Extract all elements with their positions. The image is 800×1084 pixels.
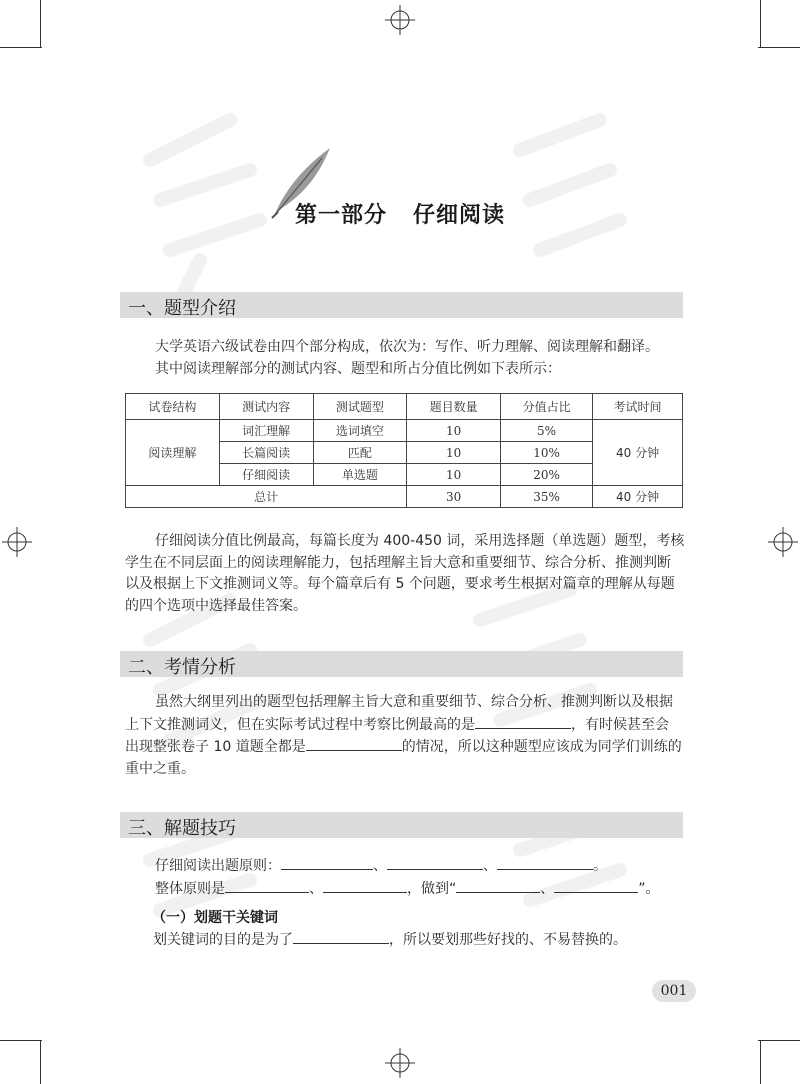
text-segment: 划关键词的目的是为了	[153, 932, 293, 948]
text-line: 大学英语六级试卷由四个部分构成，依次为：写作、听力理解、阅读理解和翻译。	[155, 339, 659, 355]
text-segment: 、	[483, 858, 497, 874]
fill-in-blank[interactable]	[554, 878, 638, 893]
table-header: 测试题型	[313, 394, 407, 420]
text-line: 其中阅读理解部分的测试内容、题型和所占分值比例如下表所示：	[155, 360, 561, 377]
reading-structure-table	[125, 393, 683, 508]
table-cell: 40 分钟	[593, 420, 683, 486]
table-cell: 仔细阅读	[219, 464, 313, 486]
page-title	[0, 198, 800, 229]
fill-in-blank[interactable]	[225, 878, 309, 893]
tips-paragraph	[125, 855, 685, 900]
table-total-row	[126, 486, 683, 508]
table-cell: 词汇理解	[219, 420, 313, 442]
fill-in-blank[interactable]	[306, 736, 402, 751]
section-heading-text: 三、解题技巧	[128, 818, 236, 839]
crop-mark	[0, 1040, 42, 1041]
text-segment: 整体原则是	[155, 880, 225, 897]
fill-in-blank[interactable]	[323, 878, 407, 893]
text-line: 虽然大纲里列出的题型包括理解主旨大意和重要细节、综合分析、推测判断以及根据	[155, 694, 673, 710]
table-cell: 匹配	[313, 442, 407, 464]
table-header: 题目数量	[407, 394, 501, 420]
crop-mark	[758, 1040, 800, 1041]
description-paragraph	[125, 531, 685, 617]
subsection-paragraph	[125, 929, 685, 952]
text-segment: 的情况，所以这种题型应该成为同学们训练的	[401, 739, 682, 755]
fill-in-blank[interactable]	[475, 714, 571, 729]
table-cell: 35%	[501, 486, 593, 508]
text-line: 仔细阅读分值比例最高，每篇长度为 400-450 词，采用选择题（单选题）题型，考核	[155, 533, 685, 549]
registration-mark-icon	[768, 527, 798, 557]
text-segment: 仔细阅读出题原则：	[155, 858, 281, 874]
crop-mark	[760, 0, 761, 48]
text-segment: 上下文推测词义，但在实际考试过程中考察比例最高的是	[125, 716, 475, 733]
table-cell: 10	[407, 420, 501, 442]
intro-paragraph	[125, 337, 685, 380]
fill-in-blank[interactable]	[281, 855, 373, 870]
table-cell: 总计	[126, 486, 407, 508]
text-line: 的四个选项中选择最佳答案。	[125, 597, 307, 614]
subsection-heading: （一）划题干关键词	[152, 910, 278, 926]
section-heading-text: 二、考情分析	[128, 657, 236, 678]
text-line: 以及根据上下文推测词义等。每个篇章后有 5 个问题，要求考生根据对篇章的理解从每题	[125, 576, 675, 592]
analysis-paragraph	[125, 692, 685, 780]
part-name: 仔细阅读	[413, 203, 506, 228]
crop-mark	[40, 1040, 41, 1084]
crop-mark	[40, 0, 41, 48]
crop-mark	[758, 47, 800, 48]
part-label: 第一部分	[294, 203, 387, 228]
crop-mark	[760, 1040, 761, 1084]
table-cell: 40 分钟	[593, 486, 683, 508]
registration-mark-icon	[385, 5, 415, 35]
table-cell: 阅读理解	[126, 420, 220, 486]
table-header: 测试内容	[219, 394, 313, 420]
table-cell: 10%	[501, 442, 593, 464]
page-number: 001	[652, 980, 696, 1002]
text-segment: ”。	[638, 880, 660, 897]
table-cell: 单选题	[313, 464, 407, 486]
table-cell: 5%	[501, 420, 593, 442]
text-segment: ，做到“	[407, 880, 457, 897]
table-header-row	[126, 394, 683, 420]
text-segment: 、	[540, 880, 555, 897]
text-segment: 、	[373, 858, 387, 874]
table-header: 分值占比	[501, 394, 593, 420]
table-row	[126, 420, 683, 442]
registration-mark-icon	[385, 1048, 415, 1078]
table-cell: 10	[407, 464, 501, 486]
text-line: 重中之重。	[125, 760, 195, 777]
text-line: 学生在不同层面上的阅读理解能力，包括理解主旨大意和重要细节、综合分析、推测判断	[125, 554, 671, 571]
fill-in-blank[interactable]	[497, 855, 593, 870]
table-cell: 10	[407, 442, 501, 464]
table-header: 考试时间	[593, 394, 683, 420]
section-heading	[120, 812, 683, 838]
table-cell: 20%	[501, 464, 593, 486]
table-header: 试卷结构	[126, 394, 220, 420]
registration-mark-icon	[2, 527, 32, 557]
table-cell: 长篇阅读	[219, 442, 313, 464]
section-heading	[120, 651, 683, 677]
text-segment: 、	[309, 880, 323, 897]
section-heading	[120, 292, 683, 318]
section-heading-text: 一、题型介绍	[128, 298, 236, 319]
fill-in-blank[interactable]	[456, 878, 540, 893]
table-cell: 选词填空	[313, 420, 407, 442]
fill-in-blank[interactable]	[293, 929, 389, 944]
text-segment: ，所以要划那些好找的、不易替换的。	[389, 932, 627, 948]
fill-in-blank[interactable]	[387, 855, 483, 870]
text-segment: 。	[593, 858, 607, 874]
crop-mark	[0, 47, 42, 48]
text-segment: ，有时候甚至会	[571, 716, 669, 733]
text-segment: 出现整张卷子 10 道题全都是	[125, 739, 306, 755]
table-cell: 30	[407, 486, 501, 508]
